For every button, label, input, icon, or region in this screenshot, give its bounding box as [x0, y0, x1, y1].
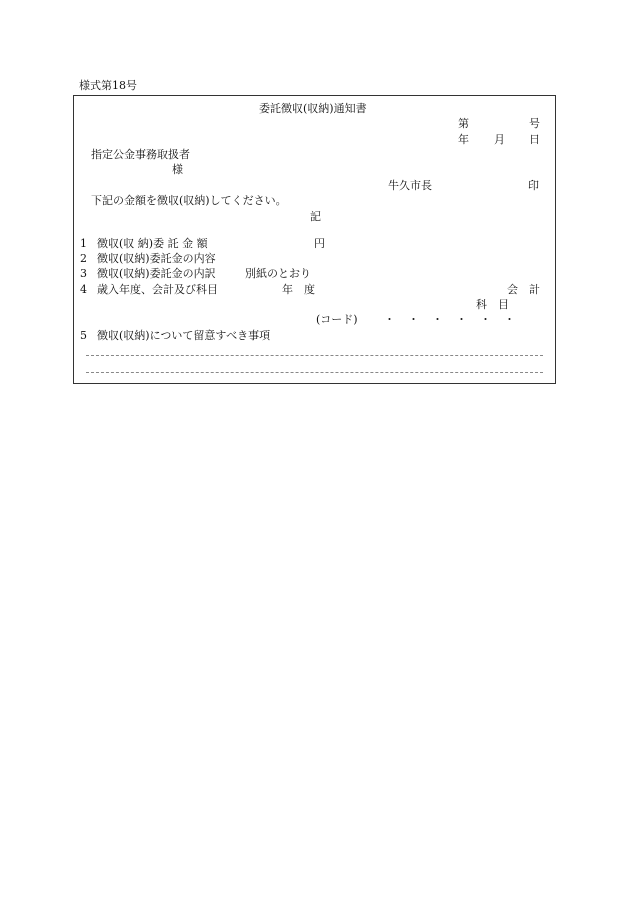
code-dot: ・ [432, 313, 443, 326]
item-3-label: 徴収(収納)委託金の内訳 [97, 267, 216, 280]
item-4-value: 年 度 [282, 283, 315, 296]
doc-number-go: 号 [529, 117, 540, 130]
notes-line-2 [86, 372, 543, 373]
kamoku-label: 科 目 [476, 298, 509, 311]
item-1-value: 円 [314, 237, 325, 250]
code-dot: ・ [384, 313, 395, 326]
kaikei-label: 会 計 [507, 283, 540, 296]
recipient-honorific: 様 [172, 163, 183, 176]
recipient-label: 指定公金事務取扱者 [91, 148, 190, 161]
item-3-value: 別紙のとおり [245, 267, 311, 280]
notes-line-1 [86, 355, 543, 356]
date-day: 日 [529, 133, 540, 146]
form-number: 様式第18号 [79, 79, 137, 92]
code-dot: ・ [456, 313, 467, 326]
item-5-number: 5 [80, 329, 87, 342]
code-dot: ・ [504, 313, 515, 326]
item-2-label: 徴収(収納)委託金の内容 [97, 252, 216, 265]
item-1-label: 徴収(収 納)委 託 金 額 [97, 237, 208, 250]
ki-heading: 記 [310, 210, 321, 223]
date-year: 年 [458, 133, 469, 146]
code-label: (コード) [316, 313, 358, 326]
item-4-number: 4 [80, 283, 87, 296]
item-1-number: 1 [80, 237, 87, 250]
item-2-number: 2 [80, 252, 87, 265]
date-month: 月 [494, 133, 505, 146]
document-title: 委託徴収(収納)通知書 [259, 102, 367, 115]
item-4-label: 歳入年度、会計及び科目 [97, 283, 218, 296]
request-text: 下記の金額を徴収(収納)してください。 [91, 194, 287, 207]
doc-number-dai: 第 [458, 117, 469, 130]
code-dot: ・ [408, 313, 419, 326]
issuer-name: 牛久市長 [388, 179, 432, 192]
item-3-number: 3 [80, 267, 87, 280]
issuer-seal: 印 [528, 179, 539, 192]
code-dot: ・ [480, 313, 491, 326]
item-5-label: 徴収(収納)について留意すべき事項 [97, 329, 271, 342]
